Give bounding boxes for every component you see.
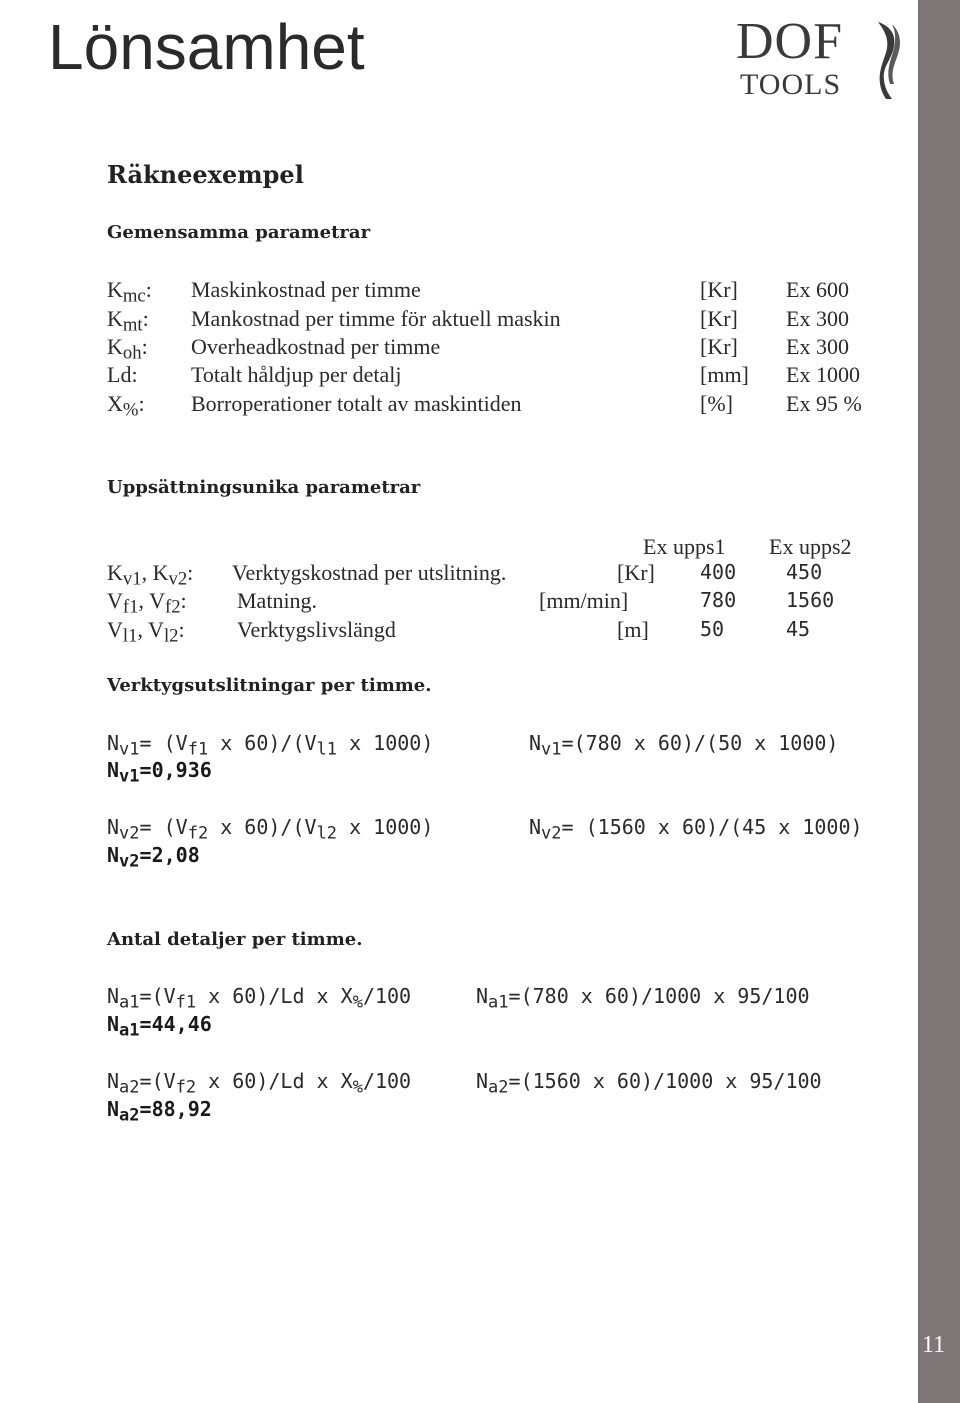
common-heading: Gemensamma parametrar bbox=[107, 222, 371, 243]
setup-description: Verktygskostnad per utslitning. bbox=[232, 560, 507, 585]
setup-symbols: $V_{l1}$, $V_{l2}$: bbox=[107, 617, 185, 647]
drill-icon bbox=[872, 20, 904, 100]
setup-value-2: 450 bbox=[786, 560, 823, 584]
wear-calc-1: $N_{v1}=(780$ x 60)/(50 x 1000) bbox=[529, 731, 839, 760]
param-symbol: $X_{\%}$: bbox=[107, 391, 145, 421]
param-description: Borroperationer totalt av maskintiden bbox=[191, 391, 522, 416]
param-symbol: $K_{mc}$: bbox=[107, 277, 152, 307]
param-symbol: $K_{mt}$: bbox=[107, 306, 149, 336]
setup-heading: Uppsättningsunika parametrar bbox=[107, 477, 421, 498]
dof-tools-logo bbox=[736, 13, 911, 101]
setup-value-1: 780 bbox=[700, 588, 737, 612]
logo-tools: TOOLS bbox=[740, 68, 842, 101]
param-unit: [mm] bbox=[700, 362, 749, 387]
parts-calc-2: $N_{a2}=(1560$ x 60)/1000 x 95/100 bbox=[476, 1069, 822, 1098]
param-unit: [Kr] bbox=[700, 306, 738, 331]
param-example: Ex 600 bbox=[786, 277, 849, 302]
param-symbol: $K_{oh}$: bbox=[107, 334, 148, 364]
parts-formula-1: $N_{a1}=(V_{f1}$ x 60)/Ld x $X_{\%}/100$ bbox=[107, 984, 412, 1013]
setup-description: Verktygslivslängd bbox=[237, 617, 396, 642]
param-description: Maskinkostnad per timme bbox=[191, 277, 421, 302]
wear-formula-1: $N_{v1}= (V_{f1}$ x $60)/(V_{l1}$ x 1000) bbox=[107, 731, 434, 760]
param-unit: [%] bbox=[700, 391, 733, 416]
param-example: Ex 300 bbox=[786, 334, 849, 359]
page-number: 11 bbox=[922, 1332, 946, 1358]
wear-result-2: $N_{v2}=2,08$ bbox=[107, 843, 200, 872]
parts-formula-2: $N_{a2}=(V_{f2}$ x 60)/Ld x $X_{\%}/100$ bbox=[107, 1069, 412, 1098]
setup-value-1: 400 bbox=[700, 560, 737, 584]
page-title: Lönsamhet bbox=[48, 11, 365, 83]
param-description: Totalt håldjup per detalj bbox=[191, 362, 402, 387]
setup-value-1: 50 bbox=[700, 617, 725, 641]
setup-description: Matning. bbox=[237, 588, 318, 613]
param-unit: [Kr] bbox=[700, 334, 738, 359]
param-description: Overheadkostnad per timme bbox=[191, 334, 441, 359]
setup-unit: [mm/min] bbox=[539, 588, 629, 613]
wear-heading: Verktygsutslitningar per timme. bbox=[107, 675, 432, 696]
side-bar bbox=[918, 0, 960, 1403]
parts-heading: Antal detaljer per timme. bbox=[107, 929, 363, 950]
setup-col-header-2: Ex upps2 bbox=[769, 534, 852, 559]
setup-value-2: 1560 bbox=[786, 588, 835, 612]
param-example: Ex 1000 bbox=[786, 362, 860, 387]
setup-col-header-1: Ex upps1 bbox=[643, 534, 726, 559]
wear-formula-2: $N_{v2}= (V_{f2}$ x $60)/(V_{l2}$ x 1000) bbox=[107, 815, 434, 844]
param-example: Ex 95 % bbox=[786, 391, 862, 416]
param-example: Ex 300 bbox=[786, 306, 849, 331]
setup-symbols: $K_{v1}$, $K_{v2}$: bbox=[107, 560, 194, 590]
parts-result-2: $N_{a2}=88,92$ bbox=[107, 1097, 212, 1126]
param-symbol: Ld: bbox=[107, 362, 138, 387]
wear-calc-2: $N_{v2}= (1560$ x 60)/(45 x 1000) bbox=[529, 815, 863, 844]
param-description: Mankostnad per timme för aktuell maskin bbox=[191, 306, 561, 331]
parts-result-1: $N_{a1}=44,46$ bbox=[107, 1012, 212, 1041]
param-unit: [Kr] bbox=[700, 277, 738, 302]
section-title: Räkneexempel bbox=[107, 160, 304, 189]
setup-unit: [m] bbox=[617, 617, 649, 642]
wear-result-1: $N_{v1}=0,936$ bbox=[107, 758, 212, 787]
setup-symbols: $V_{f1}$, $V_{f2}$: bbox=[107, 588, 187, 618]
parts-calc-1: $N_{a1}=(780$ x 60)/1000 x 95/100 bbox=[476, 984, 810, 1013]
setup-unit: [Kr] bbox=[617, 560, 655, 585]
setup-value-2: 45 bbox=[786, 617, 811, 641]
logo-dof: DOF bbox=[736, 13, 844, 70]
